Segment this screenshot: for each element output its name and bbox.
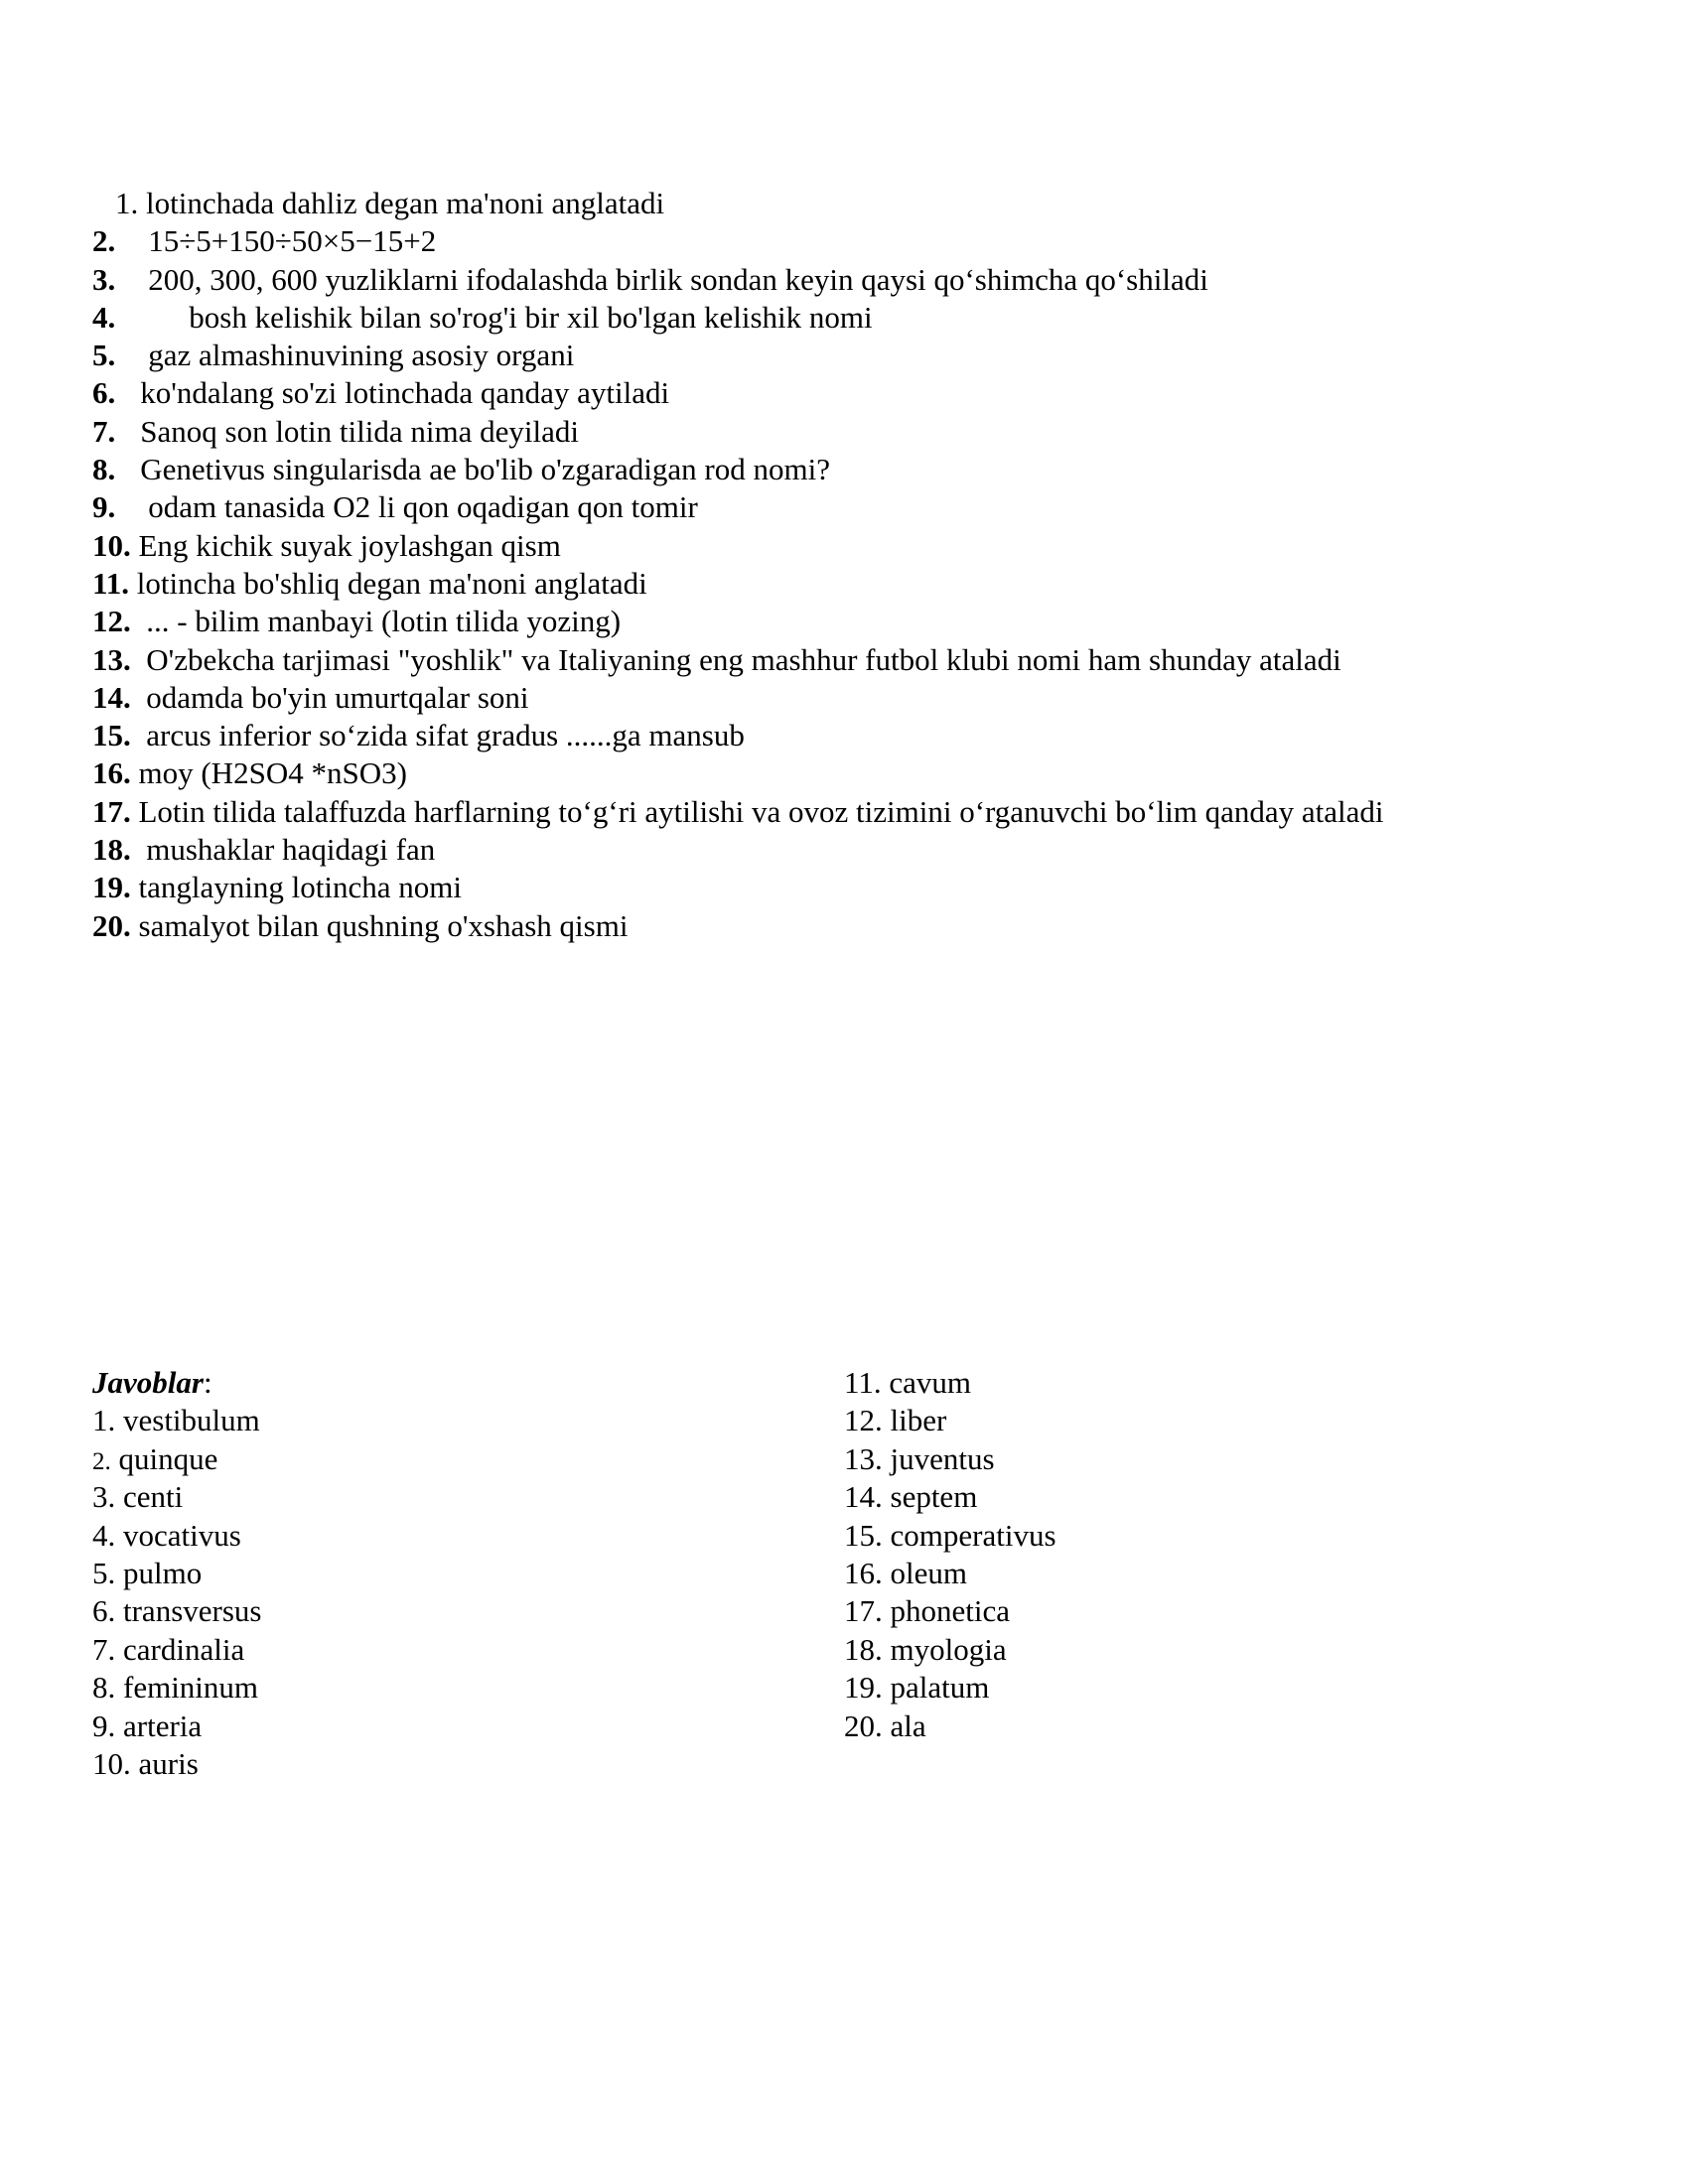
question-item: [92, 374, 1582, 412]
question-text: 15÷5+150÷50×5−15+2: [148, 223, 437, 259]
question-number: 18.: [92, 832, 131, 868]
question-number: 5.: [92, 338, 116, 373]
question-number: 15.: [92, 718, 131, 753]
answer-item: [92, 1517, 787, 1555]
answer-item: [92, 1440, 787, 1478]
answer-text: vocativus: [123, 1517, 241, 1553]
question-number: 20.: [92, 907, 131, 943]
question-text: moy (H2SO4 *nSO3): [138, 755, 407, 791]
question-item: [92, 451, 1582, 488]
question-item: [92, 413, 1582, 451]
answer-item: [92, 1402, 787, 1439]
question-number: 3.: [92, 261, 116, 297]
question-text: Genetivus singularisda ae bo'lib o'zgaradigan rod nomi?: [140, 452, 830, 487]
question-text: lotincha bo'shliq degan ma'noni anglatadi: [136, 565, 647, 601]
answer-text: phonetica: [890, 1593, 1011, 1629]
answers-column-right: [844, 1364, 1539, 1745]
answer-number: 1.: [92, 1403, 116, 1438]
answer-number: 16.: [844, 1555, 883, 1590]
question-item: [92, 679, 1582, 717]
question-item: [92, 565, 1582, 603]
answer-text: septem: [890, 1479, 978, 1515]
answer-text: ala: [890, 1707, 926, 1743]
answer-number: 13.: [844, 1440, 883, 1476]
question-item: [92, 185, 1582, 222]
answer-number: 8.: [92, 1670, 116, 1706]
question-number: 13.: [92, 641, 131, 677]
answer-text: cavum: [889, 1365, 971, 1400]
question-text: bosh kelishik bilan so'rog'i bir xil bo'lgan kelishik nomi: [189, 299, 873, 335]
question-item: [92, 641, 1582, 679]
answer-text: centi: [123, 1479, 184, 1515]
question-item: [92, 603, 1582, 640]
question-list: [92, 185, 1582, 945]
answer-item: [92, 1631, 787, 1669]
answer-item: [92, 1707, 787, 1745]
answer-number: 5.: [92, 1555, 116, 1590]
question-text: odam tanasida O2 li qon oqadigan qon tomir: [148, 489, 698, 525]
answers-heading: [92, 1364, 787, 1402]
question-item: [92, 527, 1582, 565]
answer-number: 9.: [92, 1707, 116, 1743]
answer-number: 14.: [844, 1479, 883, 1515]
question-text: 200, 300, 600 yuzliklarni ifodalashda birlik sondan keyin qaysi qoʻshimcha qoʻshiladi: [148, 261, 1208, 297]
answer-item: [92, 1669, 787, 1706]
question-item: [92, 488, 1582, 526]
answer-item: [92, 1555, 787, 1592]
answers-title: Javoblar: [92, 1365, 204, 1400]
answer-number: 12.: [844, 1403, 883, 1438]
answer-item: [844, 1592, 1539, 1630]
question-item: [92, 793, 1582, 831]
answer-text: palatum: [890, 1670, 990, 1706]
question-item: [92, 831, 1582, 869]
question-number: 2.: [92, 223, 116, 259]
question-text: arcus inferior soʻzida sifat gradus ......ga mansub: [146, 718, 745, 753]
question-number: 6.: [92, 375, 116, 411]
answer-text: cardinalia: [123, 1631, 245, 1667]
answer-item: [844, 1478, 1539, 1516]
question-text: lotinchada dahliz degan ma'noni anglatadi: [146, 186, 665, 220]
answer-text: vestibulum: [123, 1403, 260, 1438]
question-item: [92, 337, 1582, 374]
question-number: 10.: [92, 527, 131, 563]
question-text: gaz almashinuvining asosiy organi: [148, 338, 575, 373]
answer-item: [844, 1555, 1539, 1592]
answer-item: [844, 1364, 1539, 1402]
answers-column-left: [92, 1364, 787, 1783]
answer-number: 2.: [92, 1447, 111, 1475]
question-text: ... - bilim manbayi (lotin tilida yozing): [146, 604, 622, 639]
question-text: samalyot bilan qushning o'xshash qismi: [138, 907, 629, 943]
answer-item: [92, 1592, 787, 1630]
answer-text: arteria: [123, 1707, 203, 1743]
question-number: 19.: [92, 870, 131, 905]
question-number: 8.: [92, 452, 116, 487]
answer-item: [844, 1707, 1539, 1745]
question-text: mushaklar haqidagi fan: [146, 832, 436, 868]
question-number: 11.: [92, 565, 130, 601]
answer-text: liber: [890, 1403, 947, 1438]
answer-text: quinque: [118, 1440, 218, 1476]
answer-number: 4.: [92, 1517, 116, 1553]
answer-item: [844, 1631, 1539, 1669]
answer-text: auris: [138, 1745, 199, 1781]
question-number: 9.: [92, 489, 116, 525]
answer-number: 19.: [844, 1670, 883, 1706]
question-number: 14.: [92, 679, 131, 715]
answer-number: 20.: [844, 1707, 883, 1743]
question-text: Lotin tilida talaffuzda harflarning toʻgʻri aytilishi va ovoz tizimini oʻrganuvchi boʻlim qanday ataladi: [138, 793, 1384, 829]
question-item: [92, 222, 1582, 260]
answer-text: femininum: [123, 1670, 259, 1706]
question-number: 4.: [92, 299, 116, 335]
answer-number: 10.: [92, 1745, 131, 1781]
question-item: [92, 299, 1582, 337]
answer-item: [844, 1402, 1539, 1439]
question-number: 1.: [115, 186, 139, 220]
question-text: odamda bo'yin umurtqalar soni: [146, 679, 529, 715]
answer-item: [844, 1669, 1539, 1706]
question-text: tanglayning lotincha nomi: [138, 870, 462, 905]
answer-number: 11.: [844, 1365, 882, 1400]
question-item: [92, 261, 1582, 299]
answer-number: 15.: [844, 1517, 883, 1553]
answer-item: [844, 1440, 1539, 1478]
question-number: 12.: [92, 604, 131, 639]
answer-text: transversus: [123, 1593, 262, 1629]
answer-item: [92, 1745, 787, 1783]
question-text: Eng kichik suyak joylashgan qism: [138, 527, 561, 563]
answer-number: 18.: [844, 1631, 883, 1667]
question-text: ko'ndalang so'zi lotinchada qanday aytiladi: [140, 375, 670, 411]
answer-item: [92, 1478, 787, 1516]
answer-text: comperativus: [890, 1517, 1056, 1553]
question-number: 7.: [92, 413, 116, 449]
answer-item: [844, 1517, 1539, 1555]
question-item: [92, 907, 1582, 945]
question-item: [92, 754, 1582, 792]
question-item: [92, 869, 1582, 906]
question-number: 16.: [92, 755, 131, 791]
question-item: [92, 717, 1582, 754]
answer-text: myologia: [890, 1631, 1007, 1667]
answer-number: 17.: [844, 1593, 883, 1629]
answer-number: 7.: [92, 1631, 116, 1667]
answer-text: juventus: [890, 1440, 995, 1476]
question-text: O'zbekcha tarjimasi "yoshlik" va Italiyaning eng mashhur futbol klubi nomi ham shunday ataladi: [146, 641, 1341, 677]
answer-text: pulmo: [123, 1555, 203, 1590]
answer-number: 3.: [92, 1479, 116, 1515]
answers-title-colon: :: [203, 1365, 212, 1400]
answer-text: oleum: [890, 1555, 967, 1590]
question-number: 17.: [92, 793, 131, 829]
answer-number: 6.: [92, 1593, 116, 1629]
question-text: Sanoq son lotin tilida nima deyiladi: [140, 413, 579, 449]
